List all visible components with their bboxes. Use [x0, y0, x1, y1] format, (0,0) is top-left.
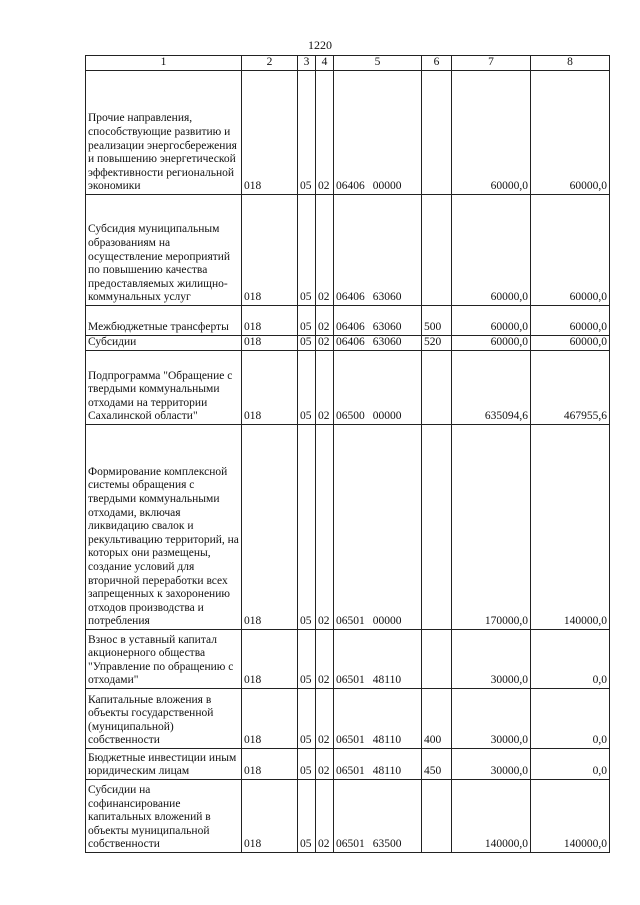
- direction-code: 00000: [372, 180, 402, 193]
- table-row: [86, 195, 610, 306]
- table-row: [86, 306, 610, 336]
- column-header: 8: [531, 56, 610, 71]
- section-code: 05: [298, 336, 316, 351]
- expense-type-code: [422, 780, 452, 853]
- direction-code: 00000: [372, 615, 402, 628]
- ministry-code: 018: [242, 749, 298, 780]
- target-article-code: [334, 195, 422, 306]
- column-header: 5: [334, 56, 422, 71]
- section-code: 05: [298, 71, 316, 195]
- expense-type-code: [422, 425, 452, 630]
- row-name: Бюджетные инвестиции иным юридическим лицам: [86, 749, 242, 780]
- direction-code: 63060: [372, 291, 402, 304]
- amount-year-2: 0,0: [531, 630, 610, 689]
- section-code: 05: [298, 195, 316, 306]
- program-code: 06501: [336, 674, 365, 687]
- target-article-code: [334, 351, 422, 425]
- program-code: 06501: [336, 765, 365, 778]
- amount-year-2: 140000,0: [531, 425, 610, 630]
- page-number: 1220: [308, 38, 332, 52]
- amount-year-1: 170000,0: [452, 425, 531, 630]
- section-code: 05: [298, 749, 316, 780]
- row-name: Межбюджетные трансферты: [86, 306, 242, 336]
- subsection-code: 02: [316, 71, 334, 195]
- amount-year-2: 60000,0: [531, 71, 610, 195]
- subsection-code: 02: [316, 351, 334, 425]
- direction-code: 48110: [372, 734, 402, 747]
- ministry-code: 018: [242, 630, 298, 689]
- subsection-code: 02: [316, 630, 334, 689]
- section-code: 05: [298, 351, 316, 425]
- column-header: 4: [316, 56, 334, 71]
- target-article-code: [334, 630, 422, 689]
- amount-year-1: 60000,0: [452, 195, 531, 306]
- amount-year-2: 0,0: [531, 749, 610, 780]
- column-header: 7: [452, 56, 531, 71]
- section-code: 05: [298, 306, 316, 336]
- column-header: 3: [298, 56, 316, 71]
- column-header: 1: [86, 56, 242, 71]
- expense-type-code: 450: [422, 749, 452, 780]
- table-row: [86, 71, 610, 195]
- amount-year-1: 635094,6: [452, 351, 531, 425]
- amount-year-2: 0,0: [531, 689, 610, 749]
- subsection-code: 02: [316, 195, 334, 306]
- section-code: 05: [298, 689, 316, 749]
- expense-type-code: [422, 195, 452, 306]
- amount-year-1: 140000,0: [452, 780, 531, 853]
- table-row: [86, 689, 610, 749]
- row-name: Субсидии на софинансирование капитальных вложений в объекты муниципальной собственности: [86, 780, 242, 853]
- row-name: Формирование комплексной системы обращения с твердыми коммунальными отходами, включая ликвидацию свалок и рекультивацию территорий, на которых они размещены, создание условий для вторичной переработки всех запрещенных к захоронению отходов производства и потребления: [86, 425, 242, 630]
- table-row: [86, 780, 610, 853]
- ministry-code: 018: [242, 71, 298, 195]
- table-body: [86, 71, 610, 853]
- subsection-code: 02: [316, 689, 334, 749]
- program-code: 06501: [336, 615, 365, 628]
- subsection-code: 02: [316, 780, 334, 853]
- expense-type-code: [422, 351, 452, 425]
- expense-type-code: 520: [422, 336, 452, 351]
- row-name: Взнос в уставный капитал акционерного общества "Управление по обращению с отходами": [86, 630, 242, 689]
- ministry-code: 018: [242, 306, 298, 336]
- row-name: Подпрограмма "Обращение с твердыми коммунальными отходами на территории Сахалинской области": [86, 351, 242, 425]
- direction-code: 63060: [372, 336, 402, 349]
- table-row: [86, 749, 610, 780]
- program-code: 06501: [336, 838, 365, 851]
- direction-code: 00000: [372, 410, 402, 423]
- program-code: 06406: [336, 180, 365, 193]
- expense-type-code: 500: [422, 306, 452, 336]
- expense-type-code: [422, 630, 452, 689]
- amount-year-1: 30000,0: [452, 689, 531, 749]
- table-row: [86, 336, 610, 351]
- table-row: [86, 425, 610, 630]
- amount-year-2: 60000,0: [531, 195, 610, 306]
- row-name: Капитальные вложения в объекты государственной (муниципальной) собственности: [86, 689, 242, 749]
- amount-year-2: 60000,0: [531, 306, 610, 336]
- direction-code: 48110: [372, 765, 402, 778]
- direction-code: 63060: [372, 321, 402, 334]
- ministry-code: 018: [242, 425, 298, 630]
- amount-year-1: 30000,0: [452, 749, 531, 780]
- program-code: 06500: [336, 410, 365, 423]
- direction-code: 48110: [372, 674, 402, 687]
- amount-year-2: 467955,6: [531, 351, 610, 425]
- ministry-code: 018: [242, 689, 298, 749]
- target-article-code: [334, 749, 422, 780]
- target-article-code: [334, 425, 422, 630]
- subsection-code: 02: [316, 336, 334, 351]
- direction-code: 63500: [372, 838, 402, 851]
- section-code: 05: [298, 425, 316, 630]
- section-code: 05: [298, 630, 316, 689]
- program-code: 06406: [336, 321, 365, 334]
- expense-type-code: 400: [422, 689, 452, 749]
- ministry-code: 018: [242, 336, 298, 351]
- table-row: [86, 630, 610, 689]
- amount-year-1: 30000,0: [452, 630, 531, 689]
- row-name: Субсидии: [86, 336, 242, 351]
- program-code: 06406: [336, 291, 365, 304]
- target-article-code: [334, 689, 422, 749]
- column-header: 6: [422, 56, 452, 71]
- amount-year-1: 60000,0: [452, 306, 531, 336]
- target-article-code: [334, 780, 422, 853]
- subsection-code: 02: [316, 425, 334, 630]
- amount-year-1: 60000,0: [452, 336, 531, 351]
- subsection-code: 02: [316, 749, 334, 780]
- expense-type-code: [422, 71, 452, 195]
- ministry-code: 018: [242, 780, 298, 853]
- amount-year-1: 60000,0: [452, 71, 531, 195]
- column-header: 2: [242, 56, 298, 71]
- amount-year-2: 140000,0: [531, 780, 610, 853]
- target-article-code: [334, 306, 422, 336]
- ministry-code: 018: [242, 351, 298, 425]
- header-row: [86, 56, 610, 71]
- ministry-code: 018: [242, 195, 298, 306]
- program-code: 06501: [336, 734, 365, 747]
- section-code: 05: [298, 780, 316, 853]
- row-name: Субсидия муниципальным образованиям на осуществление мероприятий по повышению качества предоставляемых жилищно-коммунальных услуг: [86, 195, 242, 306]
- table-row: [86, 351, 610, 425]
- row-name: Прочие направления, способствующие развитию и реализации энергосбережения и повышению энергетической эффективности региональной экономики: [86, 71, 242, 195]
- budget-table: [85, 55, 610, 853]
- amount-year-2: 60000,0: [531, 336, 610, 351]
- program-code: 06406: [336, 336, 365, 349]
- target-article-code: [334, 71, 422, 195]
- target-article-code: [334, 336, 422, 351]
- subsection-code: 02: [316, 306, 334, 336]
